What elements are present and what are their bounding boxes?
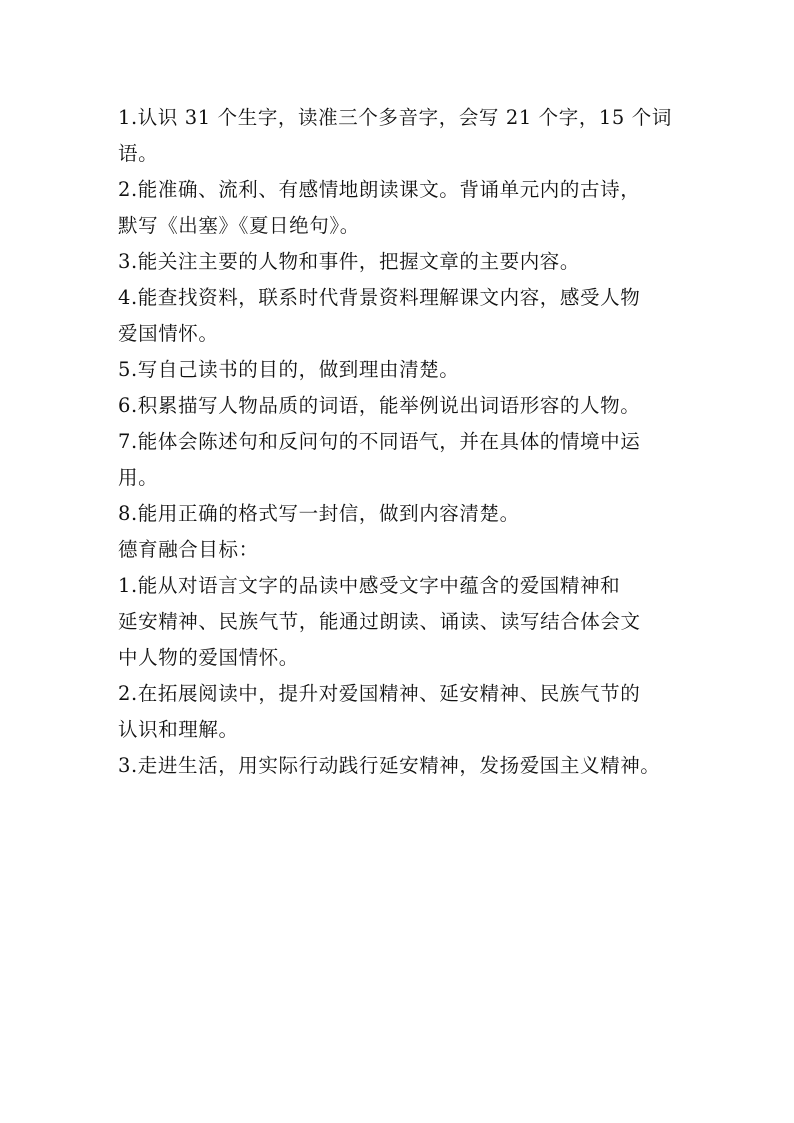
text-line: 认识和理解。 — [118, 718, 239, 741]
text-line: 7.能体会陈述句和反问句的不同语气，并在具体的情境中运 — [118, 430, 641, 453]
text-line: 延安精神、民族气节，能通过朗读、诵读、读写结合体会文 — [118, 610, 641, 633]
text-line: 8.能用正确的格式写一封信，做到内容清楚。 — [118, 502, 520, 525]
text-line: 5.写自己读书的目的，做到理由清楚。 — [118, 358, 460, 381]
text-line: 2.能准确、流利、有感情地朗读课文。背诵单元内的古诗， — [118, 178, 641, 201]
text-line: 用。 — [118, 466, 159, 489]
text-line: 6.积累描写人物品质的词语，能举例说出词语形容的人物。 — [118, 394, 641, 417]
text-line: 默写《出塞》《夏日绝句》。 — [118, 214, 360, 237]
text-line: 3.走进生活，用实际行动践行延安精神，发扬爱国主义精神。 — [118, 754, 661, 777]
text-line: 语。 — [118, 142, 159, 165]
text-line: 4.能查找资料，联系时代背景资料理解课文内容，感受人物 — [118, 286, 641, 309]
text-line: 1.认识 31 个生字，读准三个多音字，会写 21 个字，15 个词 — [118, 106, 672, 129]
text-line: 1.能从对语言文字的品读中感受文字中蕴含的爱国精神和 — [118, 574, 621, 597]
text-line: 中人物的爱国情怀。 — [118, 646, 299, 669]
text-line: 2.在拓展阅读中，提升对爱国精神、延安精神、民族气节的 — [118, 682, 641, 705]
text-line: 3.能关注主要的人物和事件，把握文章的主要内容。 — [118, 250, 581, 273]
document-body — [118, 100, 684, 784]
text-line: 爱国情怀。 — [118, 322, 219, 345]
section-heading: 德育融合目标： — [118, 538, 259, 561]
